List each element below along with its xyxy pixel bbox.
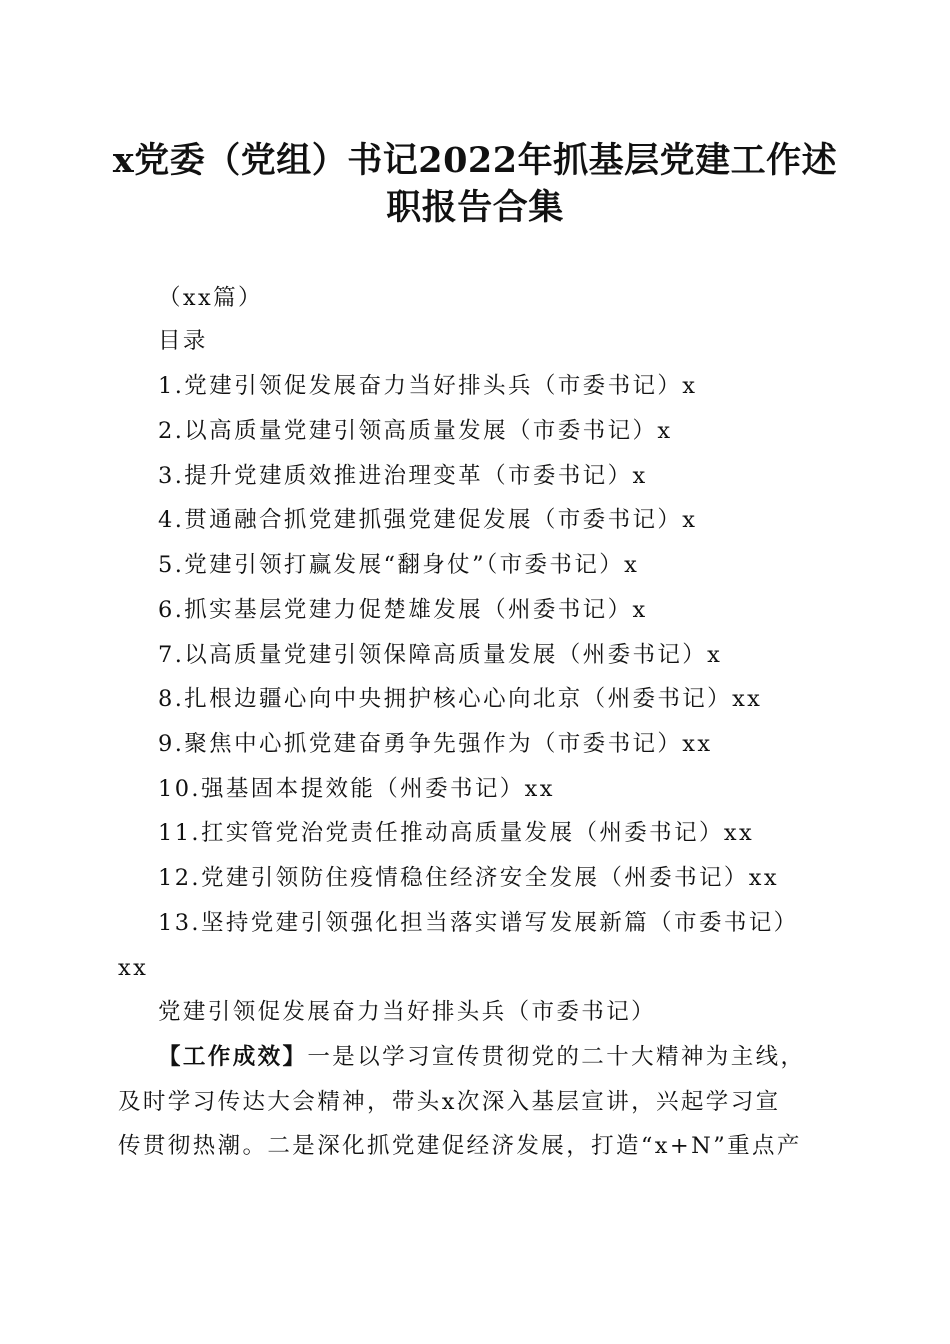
toc-item-10: 10.强基固本提效能（州委书记）xx xyxy=(158,776,555,802)
toc-item-4: 4.贯通融合抓党建抓强党建促发展（市委书记）x xyxy=(158,507,698,533)
body-paragraph-line-2: 及时学习传达大会精神，带头x次深入基层宣讲，兴起学习宣 xyxy=(118,1089,781,1115)
document-title-line-2: 职报告合集 xyxy=(386,187,564,228)
toc-item-5: 5.党建引领打赢发展“翻身仗”（市委书记）x xyxy=(158,552,640,578)
section-title: 党建引领促发展奋力当好排头兵（市委书记） xyxy=(158,999,657,1025)
body-line-1-text: 一是以学习宣传贯彻党的二十大精神为主线， xyxy=(307,1044,806,1070)
toc-item-6: 6.抓实基层党建力促楚雄发展（州委书记）x xyxy=(158,597,648,623)
body-paragraph-line-1 xyxy=(158,1042,805,1072)
toc-item-7: 7.以高质量党建引领保障高质量发展（州委书记）x xyxy=(158,642,723,668)
work-results-label: 【工作成效】 xyxy=(158,1044,308,1070)
toc-item-9: 9.聚焦中心抓党建奋勇争先强作为（市委书记）xx xyxy=(158,731,713,757)
toc-item-1: 1.党建引领促发展奋力当好排头兵（市委书记）x xyxy=(158,373,698,399)
toc-item-8: 8.扎根边疆心向中央拥护核心心向北京（州委书记）xx xyxy=(158,686,763,712)
toc-item-3: 3.提升党建质效推进治理变革（市委书记）x xyxy=(158,463,648,489)
toc-item-12: 12.党建引领防住疫情稳住经济安全发展（州委书记）xx xyxy=(158,865,779,891)
document-title-line-1: x党委（党组）书记2022年抓基层党建工作述 xyxy=(112,140,838,181)
toc-item-11: 11.扛实管党治党责任推动高质量发展（州委书记）xx xyxy=(158,820,755,846)
toc-item-13-page: xx xyxy=(118,955,149,981)
toc-item-13: 13.坚持党建引领强化担当落实谱写发展新篇（市委书记） xyxy=(158,910,799,936)
toc-heading: 目录 xyxy=(158,328,208,354)
count-note: （xx篇） xyxy=(158,285,263,311)
toc-item-2: 2.以高质量党建引领高质量发展（市委书记）x xyxy=(158,418,673,444)
body-paragraph-line-3: 传贯彻热潮。二是深化抓党建促经济发展，打造“x+N”重点产 xyxy=(118,1133,802,1159)
